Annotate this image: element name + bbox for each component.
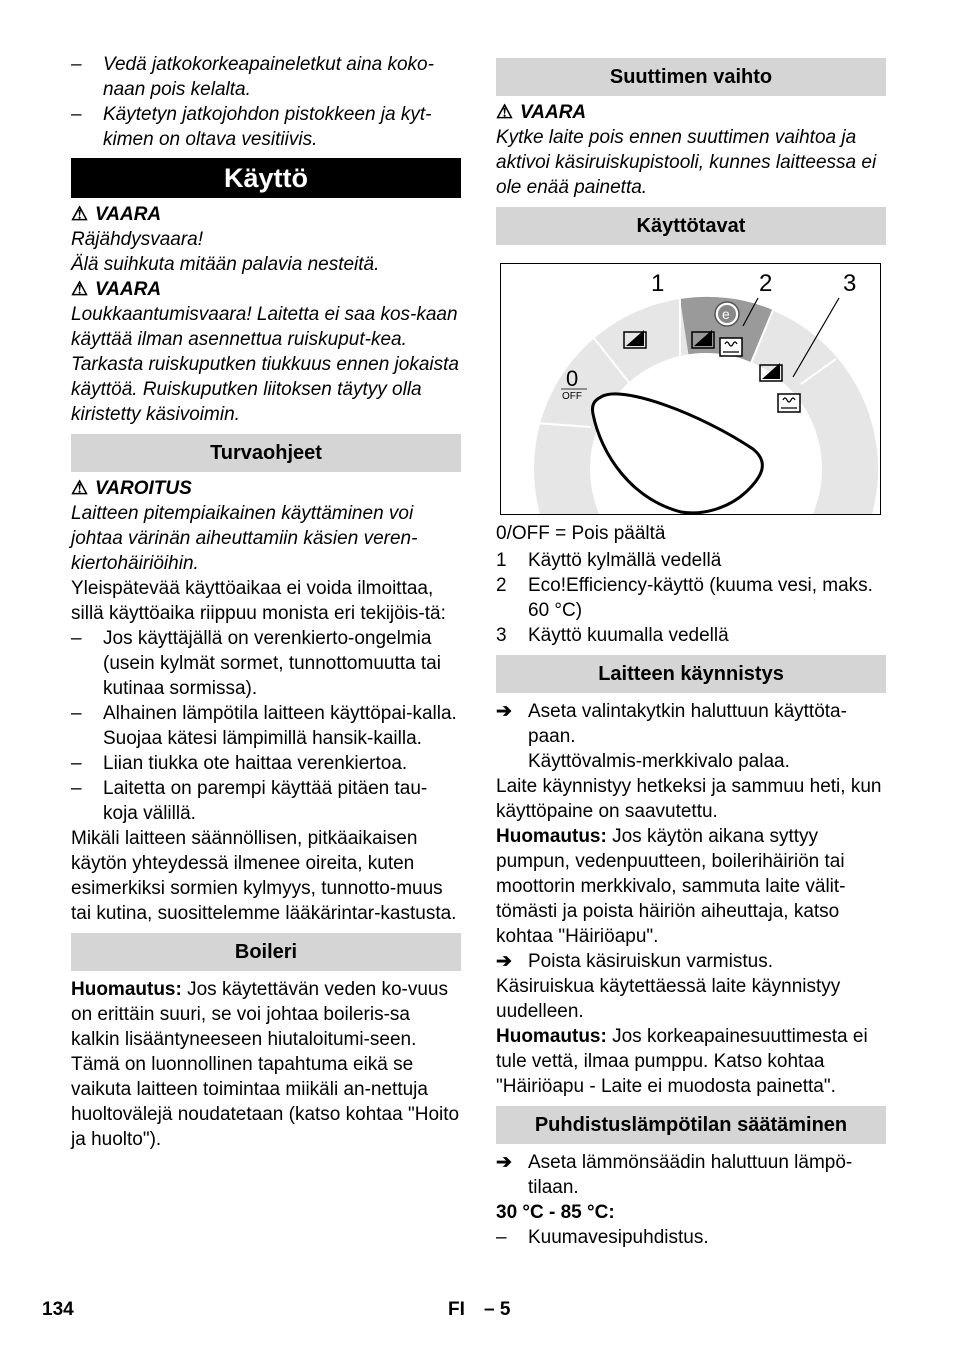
paragraph: Yleispätevää käyttöaikaa ei voida ilmoittaa, sillä käyttöaika riippuu monista eri tekijöis-tä: [71,578,446,624]
warning-icon: ⚠ [71,204,89,225]
warning-label: ⚠ VAARA [496,102,587,123]
section-heading-puhdistuslampotila: Puhdistuslämpötilan säätäminen [496,1106,886,1144]
arrow-icon: ➔ [496,951,512,972]
warning-icon: ⚠ [71,279,89,300]
page-number: 134 [42,1299,74,1320]
list-item: – Vedä jatkokorkeapaineletkut aina koko-naan pois kelalta. [71,54,434,100]
section-heading-kayttotavat: Käyttötavat [496,207,886,245]
heater-icon [720,338,742,356]
warning-label: ⚠ VAROITUS [71,478,192,499]
right-column [496,52,886,1250]
list-item: – Liian tiukka ote haittaa verenkiertoa. [71,753,408,774]
note-paragraph: Huomautus: Jos käytön aikana syttyy pumpun, vedenpuutteen, boilerihäiriön tai moottorin merkkivalo, sammuta laite välit-tömästi ja poista häiriön aiheuttaja, katso kohtaa "Häiriöapu". [496,826,846,947]
warning-text: Räjähdysvaara! [71,229,204,250]
mode-item: 2 Eco!Efficiency-käyttö (kuuma vesi, maks. 60 °C) [496,575,873,621]
warning-text: Älä suihkuta mitään palavia nesteitä. [71,254,380,275]
list-item: – Alhainen lämpötila laitteen käyttöpai-kalla. Suojaa kätesi lämpimillä hansik-kailla. [71,703,457,749]
left-column [71,52,461,1152]
section-heading-laitteen-kaynnistys: Laitteen käynnistys [496,655,886,693]
mode-off-line: 0/OFF = Pois päältä [496,523,666,544]
step-item: ➔ Aseta valintakytkin haluttuun käyttöta-paan. [496,701,847,747]
mode-label-2: 2 [759,270,773,297]
list-item: – Kuumavesipuhdistus. [496,1227,709,1248]
section-title-kaytto: Käyttö [71,158,461,198]
section-heading-suuttimen-vaihto: Suuttimen vaihto [496,58,886,96]
footer-lang: FI [448,1299,465,1320]
arrow-icon: ➔ [496,701,512,722]
list-item: – Jos käyttäjällä on verenkierto-ongelmia (usein kylmät sormet, tunnottomuutta tai kutinaa sormissa). [71,628,441,699]
step-item: ➔ Aseta lämmönsäädin haluttuun lämpö-tilaan. [496,1152,853,1198]
mode-selector-figure [500,263,881,515]
warning-text: Loukkaantumisvaara! Laitetta ei saa kos-kaan käyttää ilman asennettua ruiskuput-kea. Tarkasta ruiskuputken tiukkuus ennen jokaista käyttöä. Ruiskuputken liitoksen täytyy olla kiristetty käsivoimin. [71,304,459,425]
mode-label-3: 3 [843,270,857,297]
mode-label-1: 1 [651,270,665,297]
step-item: ➔ Poista käsiruiskun varmistus. [496,951,773,972]
paragraph: Käsiruiskua käytettäessä laite käynnistyy uudelleen. [496,976,841,1022]
warning-label: ⚠ VAARA [71,204,162,225]
warning-icon: ⚠ [71,478,89,499]
paragraph: Mikäli laitteen säännöllisen, pitkäaikaisen käytön yhteydessä ilmenee oireita, kuten esimerkiksi sormien kylmyys, tunnotto-muus tai kutina, suosittelemme lääkärintar-kastusta. [71,828,457,924]
temp-range: 30 °C - 85 °C: [496,1202,615,1223]
mode-label-0: 0 [566,366,579,391]
arrow-icon: ➔ [496,1152,512,1173]
eco-badge-icon [715,302,739,326]
section-heading-turvaohjeet: Turvaohjeet [71,434,461,472]
mode-item: 3 Käyttö kuumalla vedellä [496,625,729,646]
heater-icon [778,394,800,412]
svg-text:e: e [722,306,730,322]
note-paragraph: Huomautus: Jos käytettävän veden ko-vuus on erittäin suuri, se voi johtaa boileris-sa kalkin lisääntyneeseen hiutaloitumi-seen. Tämä on luonnollinen tapahtuma eikä se vaikuta laitteen toimintaa miikäli an-nettuja huoltovälejä noudatetaan (katso kohtaa "Hoito ja huolto"). [71,979,460,1150]
list-item: – Laitetta on parempi käyttää pitäen tau-koja välillä. [71,778,428,824]
warning-text: Kytke laite pois ennen suuttimen vaihtoa ja aktivoi käsiruiskupistooli, kunnes laitteessa ei ole enää painetta. [496,127,877,198]
step-result: Käyttövalmis-merkkivalo palaa. [528,751,790,772]
warning-text: Laitteen pitempiaikainen käyttäminen voi johtaa värinän aiheuttamiin käsien veren-kiertohäiriöihin. [71,503,418,574]
section-heading-boileri: Boileri [71,933,461,971]
mode-dial-diagram [501,264,880,514]
paragraph: Laite käynnistyy hetkeksi ja sammuu heti, kun käyttöpaine on saavutettu. [496,776,882,822]
list-item: – Käytetyn jatkojohdon pistokkeen ja kyt-kimen on oltava vesitiivis. [71,104,432,150]
warning-label: ⚠ VAARA [71,279,162,300]
mode-item: 1 Käyttö kylmällä vedellä [496,550,722,571]
off-label: OFF [562,391,582,402]
note-paragraph: Huomautus: Jos korkeapainesuuttimesta ei tule vettä, ilmaa pumppu. Katso kohtaa "Häiriöapu - Laite ei muodosta painetta". [496,1026,868,1097]
footer-section: – 5 [484,1299,511,1320]
warning-icon: ⚠ [496,102,514,123]
